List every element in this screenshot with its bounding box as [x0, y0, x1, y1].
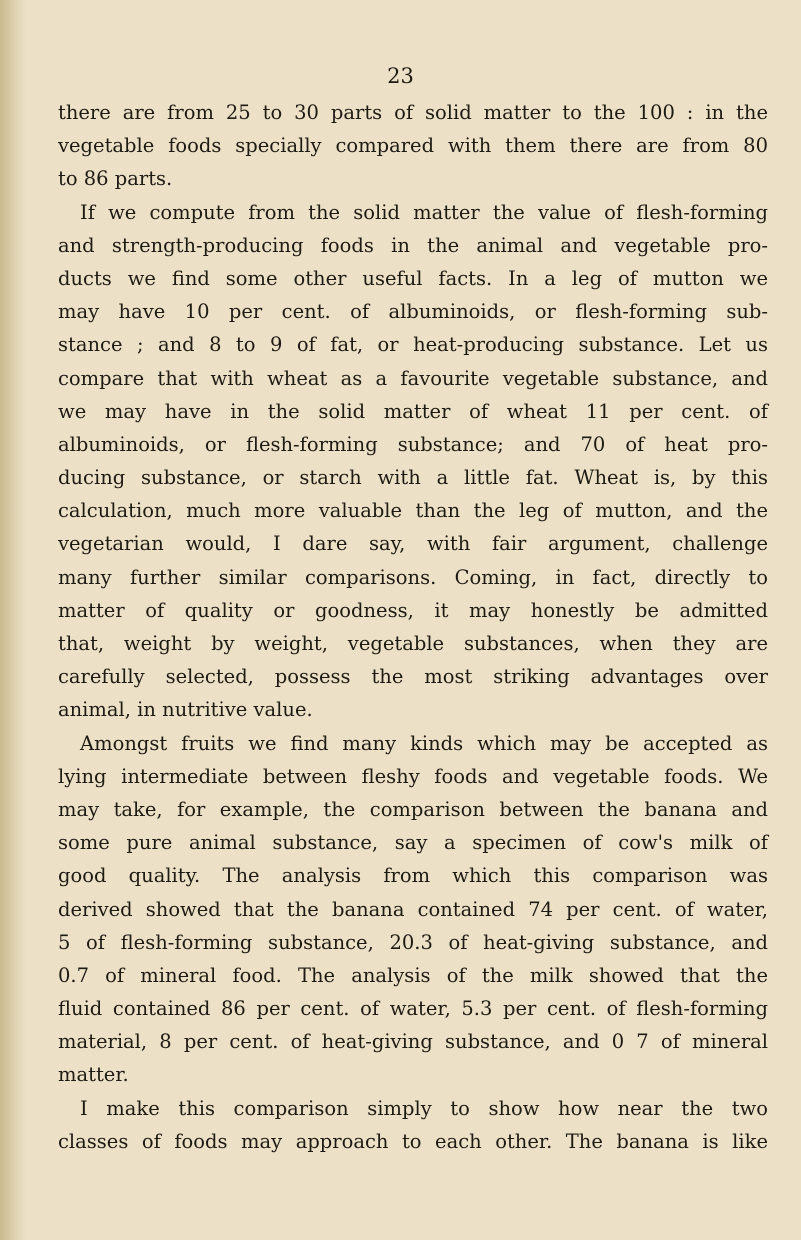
text-line: stance ; and 8 to 9 of fat, or heat-producing substance. Let us	[58, 333, 768, 357]
page-binding-shadow	[0, 0, 26, 1240]
text-line: material, 8 per cent. of heat-giving substance, and 0 7 of mineral	[58, 1030, 768, 1054]
text-line: calculation, much more valuable than the leg of mutton, and the	[58, 499, 768, 523]
text-line: Amongst fruits we find many kinds which may be accepted as	[80, 731, 768, 755]
text-line: ducing substance, or starch with a little fat. Wheat is, by this	[58, 466, 768, 490]
text-line: fluid contained 86 per cent. of water, 5.3 per cent. of flesh-forming	[58, 997, 768, 1021]
text-line: 5 of flesh-forming substance, 20.3 of heat-giving substance, and	[58, 930, 768, 954]
text-line: that, weight by weight, vegetable substances, when they are	[58, 632, 768, 655]
text-line: may take, for example, the comparison between the banana and	[58, 797, 768, 821]
text-line: albuminoids, or flesh-forming substance; and 70 of heat pro-	[58, 432, 768, 456]
text-line: and strength-producing foods in the animal and vegetable pro-	[58, 233, 768, 257]
text-line: vegetarian would, I dare say, with fair argument, challenge	[58, 532, 768, 556]
text-line: carefully selected, possess the most striking advantages over	[58, 665, 768, 689]
text-line: derived showed that the banana contained 74 per cent. of water,	[58, 897, 768, 921]
text-line: some pure animal substance, say a specimen of cow's milk of	[58, 831, 768, 855]
text-line: animal, in nutritive value.	[58, 698, 313, 722]
text-line: lying intermediate between fleshy foods and vegetable foods. We	[58, 764, 768, 788]
text-line: classes of foods may approach to each other. The banana is like	[58, 1129, 768, 1153]
text-line: there are from 25 to 30 parts of solid matter to the 100 : in the	[58, 101, 768, 124]
text-line: matter.	[58, 1063, 129, 1087]
text-line: 0.7 of mineral food. The analysis of the milk showed that the	[58, 963, 768, 987]
text-line: I make this comparison simply to show how near the two	[80, 1096, 768, 1120]
page-number: 23	[387, 64, 414, 88]
text-line: may have 10 per cent. of albuminoids, or flesh-forming sub-	[58, 300, 768, 324]
text-line: vegetable foods specially compared with them there are from 80	[58, 134, 768, 158]
text-line: we may have in the solid matter of wheat 11 per cent. of	[58, 399, 768, 423]
text-line: If we compute from the solid matter the value of flesh-forming	[80, 200, 768, 224]
text-line: matter of quality or goodness, it may honestly be admitted	[58, 598, 768, 622]
text-line: good quality. The analysis from which this comparison was	[58, 864, 768, 888]
text-line: compare that with wheat as a favourite vegetable substance, and	[58, 366, 768, 390]
text-line: ducts we find some other useful facts. In a leg of mutton we	[58, 266, 768, 290]
text-line: many further similar comparisons. Coming, in fact, directly to	[58, 565, 768, 589]
text-line: to 86 parts.	[58, 167, 173, 191]
body-text	[58, 96, 768, 1158]
